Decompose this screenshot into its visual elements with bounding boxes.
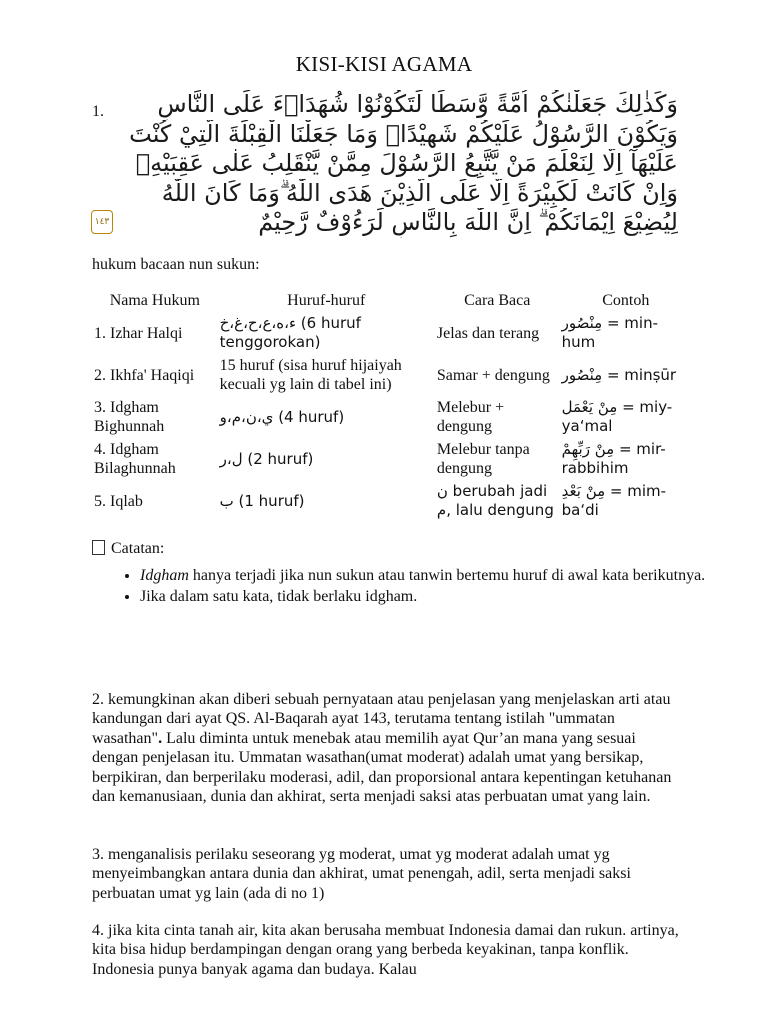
table-row — [92, 354, 692, 396]
table-cell: ي،ن،م،و (4 huruf) — [219, 407, 345, 426]
note-text: Jika dalam satu kata, tidak berlaku idgham. — [140, 588, 418, 605]
table-cell: 4. Idgham Bilaghunnah — [94, 441, 176, 477]
notes-list — [92, 566, 730, 608]
table-cell: مِنْ رَبِّهِمْ = mir-rabbihim — [561, 440, 666, 477]
column-header: Contoh — [602, 292, 650, 309]
verse-line: وَكَذٰلِكَ جَعَلْنٰكُمْ اُمَّةً وَّسَطًا لِّتَكُوْنُوْا شُهَدَاۤءَ عَلَى النَّاسِ — [157, 90, 678, 118]
catatan-label: Catatan: — [111, 540, 165, 557]
column-header: Huruf-huruf — [287, 292, 366, 309]
table-cell: 1. Izhar Halqi — [94, 324, 183, 342]
list-item — [140, 587, 730, 606]
table-cell: 5. Iqlab — [94, 492, 143, 510]
column-header: Cara Baca — [464, 292, 531, 309]
table-row — [92, 396, 692, 438]
note-emphasis: Idgham — [140, 567, 189, 584]
paragraph-text: 2. kemungkinan akan diberi sebuah pernyataan atau penjelasan yang menjelaskan arti atau kandungan dari ayat QS. Al-Baqarah ayat 143, terutama tentang istilah "ummatan wasathan" — [92, 691, 671, 747]
paragraph-3: 3. menganalisis perilaku seseorang yg moderat, umat yg moderat adalah umat yg menyeimbangkan antara dunia dan akhirat, umat penengah, adil, serta menjadi saksi perbuatan umat yg lain (ada di no 1) — [92, 846, 631, 902]
table-cell: Jelas dan terang — [436, 324, 540, 342]
table-cell: Melebur tanpa dengung — [436, 441, 530, 477]
catatan-heading — [92, 540, 164, 558]
list-item — [140, 566, 730, 585]
table-intro: hukum bacaan nun sukun: — [92, 256, 260, 273]
table-cell: 3. Idgham Bighunnah — [94, 399, 165, 435]
column-header: Nama Hukum — [109, 292, 200, 309]
table-cell: مِنْصُور = minṣūr — [561, 365, 677, 384]
verse-line: عَلَيْهَآ اِلَّا لِنَعْلَمَ مَنْ يَّتَّبِعُ الرَّسُوْلَ مِمَّنْ يَّنْقَلِبُ عَلٰى عَقِبَيْهِۗ — [135, 149, 678, 177]
table-row — [92, 480, 692, 522]
table-cell: 2. Ikhfa' Haqiqi — [94, 366, 195, 384]
item-number-1: 1. — [92, 103, 104, 120]
paragraph-bold: . — [158, 729, 163, 747]
table-cell: Samar + dengung — [436, 366, 550, 384]
page-title: KISI-KISI AGAMA — [295, 52, 473, 76]
table-cell: مِنْصُور = min-hum — [561, 314, 659, 351]
ayah-number-icon: ١٤٣ — [91, 210, 113, 234]
table-cell: مِنْ بَعْدِ = mim-ba‘di — [561, 482, 667, 519]
table-cell: ب (1 huruf) — [219, 491, 305, 510]
table-cell: 15 huruf (sisa huruf hijaiyah kecuali yg lain di tabel ini) — [219, 357, 402, 393]
verse-line: وَيَكُوْنَ الرَّسُوْلُ عَلَيْكُمْ شَهِيْدًاۗ وَمَا جَعَلْنَا الْقِبْلَةَ الَّتِيْ كُنْتَ — [129, 119, 678, 148]
note-text: hanya terjadi jika nun sukun atau tanwin bertemu huruf di awal kata berikutnya. — [188, 567, 706, 584]
hukum-table — [92, 290, 692, 522]
table-cell: ل،ر (2 huruf) — [219, 449, 314, 468]
table-cell: مِنْ يَعْمَل = miy-ya‘mal — [561, 398, 673, 435]
paragraph-text: Lalu diminta untuk menebak atau memilih ayat Qur’an mana yang sesuai dengan penjelasan itu. Ummatan wasathan(umat moderat) adalah umat yang bersikap, berpikiran, dan berperilaku moderasi, adil, dan proporsional antara kepentingan ketuhanan dan kemanusiaan, dunia dan akhirat, serta menjadi saksi atas perbuatan umat yang lain. — [92, 729, 672, 806]
table-header-row — [92, 290, 692, 312]
table-cell: ء،ه،ع،ح،غ،خ (6 huruf tenggorokan) — [219, 314, 361, 351]
paragraph-4: 4. jika kita cinta tanah air, kita akan berusaha membuat Indonesia damai dan rukun. artinya, kita bisa hidup berdampingan dengan orang yang berbeda keyakinan, tanpa konflik. Indonesia punya banyak agama dan budaya. Kalau — [92, 922, 679, 978]
verse-line: لِيُضِيْعَ اِيْمَانَكُمْ ۗ اِنَّ اللّٰهَ بِالنَّاسِ لَرَءُوْفٌ رَّحِيْمٌ — [258, 208, 678, 236]
table-cell: ن berubah jadi م, lalu dengung — [436, 482, 554, 519]
verse-line: وَاِنْ كَانَتْ لَكَبِيْرَةً اِلَّا عَلَى الَّذِيْنَ هَدَى اللّٰهُ ۗوَمَا كَانَ اللّٰهُ — [161, 178, 678, 207]
table-row — [92, 312, 692, 354]
paragraph-2 — [92, 690, 686, 806]
quran-verse-block — [92, 90, 678, 238]
table-cell: Melebur + dengung — [436, 399, 505, 435]
note-box-icon — [92, 540, 105, 555]
table-row — [92, 438, 692, 480]
